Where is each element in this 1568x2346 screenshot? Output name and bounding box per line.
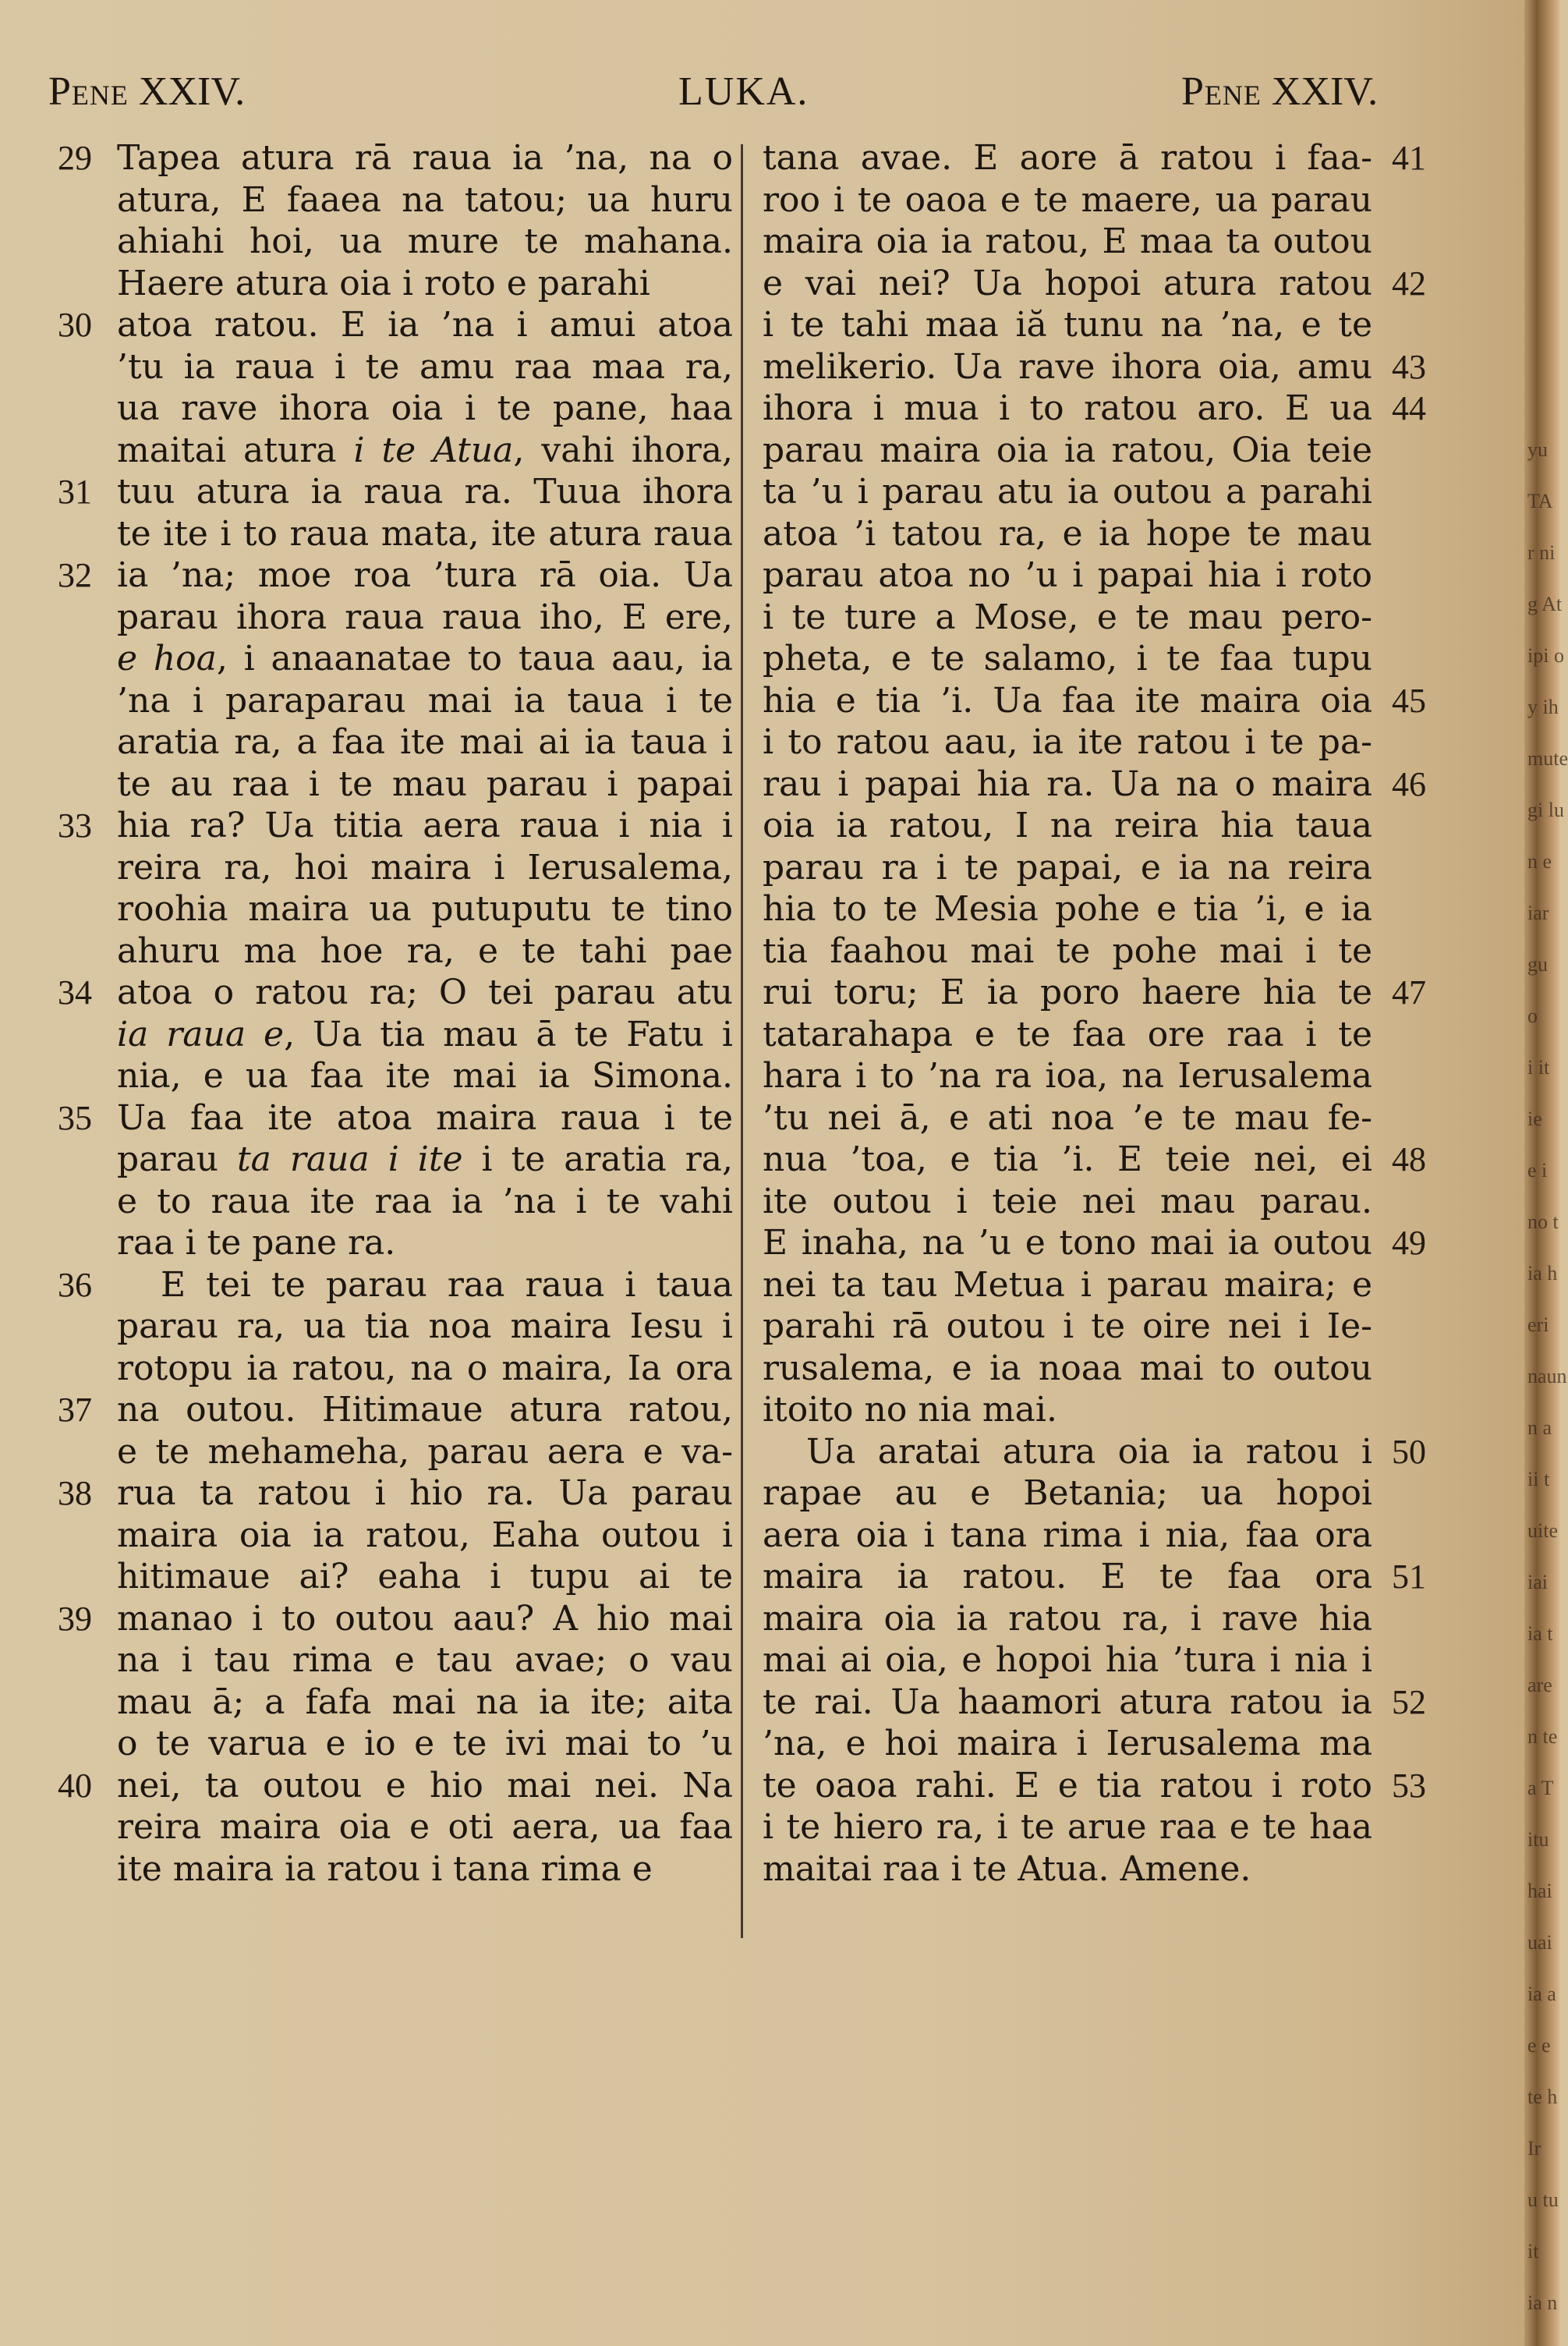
right-text-line: ’tu nei ā, e ati noa ’e te mau fe-	[763, 1097, 1372, 1138]
facing-page-bleed-text: u tu	[1527, 2188, 1559, 2211]
right-text-line: maitai raa i te Atua. Amene.	[763, 1848, 1251, 1889]
right-text-line: ihora i mua i to ratou aro. E ua	[763, 388, 1372, 428]
verse-number: 29	[58, 139, 92, 177]
running-head-left	[48, 69, 245, 123]
verse-number: 53	[1392, 1766, 1426, 1805]
left-text-line: Haere atura oia i roto e parahi	[117, 263, 650, 303]
left-text-line: na i tau rima e tau avae; o vau	[117, 1640, 733, 1680]
verse-number: 42	[1392, 264, 1426, 303]
left-text-line: parau ra, ua tia noa maira Iesu i	[117, 1306, 733, 1346]
right-text-line: tia faahou mai te pohe mai i te	[763, 930, 1372, 971]
left-text-line: te au raa i te mau parau i papai	[117, 764, 733, 804]
left-text-line: roohia maira ua putuputu te tino	[117, 889, 733, 929]
verse-number: 39	[58, 1599, 92, 1638]
right-text-line: itoito no nia mai.	[763, 1390, 1057, 1430]
verse-number: 36	[58, 1265, 92, 1304]
right-text-line: atoa ’i tatou ra, e ia hope te mau	[763, 513, 1372, 554]
facing-page-bleed-text: uai	[1527, 1931, 1552, 1954]
facing-page-bleed-text: ipi o	[1527, 644, 1564, 667]
right-text-line: maira oia ia ratou, E maa ta outou	[763, 221, 1372, 261]
verse-number: 47	[1392, 973, 1426, 1012]
right-text-line: pheta, e te salamo, i te faa tupu	[763, 639, 1372, 679]
facing-page-bleed-text: TA	[1527, 490, 1553, 512]
left-text-line: ’na i paraparau mai ia taua i te	[117, 680, 733, 721]
right-text-line: parahi rā outou i te oire nei i Ie-	[763, 1306, 1372, 1346]
facing-page-bleed-text: r ni	[1527, 541, 1556, 564]
left-text-line: aratia ra, a faa ite mai ai ia taua i	[117, 722, 733, 762]
left-text-line: na outou. Hitimaue atura ratou,	[117, 1390, 733, 1430]
facing-page-bleed-text: a T	[1527, 1777, 1554, 1799]
verse-number: 43	[1392, 347, 1426, 386]
left-text-line: ia raua e, Ua tia mau ā te Fatu i	[117, 1014, 734, 1054]
verse-number: 33	[58, 806, 92, 845]
facing-page-bleed-text: n a	[1527, 1416, 1552, 1439]
right-text-line: oia ia ratou, I na reira hia taua	[763, 806, 1372, 845]
left-text-line: atura, E faaea na tatou; ua huru	[117, 179, 733, 220]
facing-page-bleed-text: mute	[1527, 747, 1568, 770]
right-text-line: hia e tia ’i. Ua faa ite maira oia	[763, 680, 1372, 721]
facing-page-bleed-text: ia t	[1527, 1622, 1553, 1645]
left-text-line: E tei te parau raa raua i taua	[161, 1264, 733, 1305]
running-head-right	[1181, 69, 1378, 123]
verse-number: 38	[58, 1474, 92, 1512]
verse-number: 41	[1392, 139, 1426, 177]
facing-page-bleed-text: iar	[1527, 902, 1549, 924]
verse-number: 51	[1392, 1558, 1426, 1596]
right-text-line: e vai nei? Ua hopoi atura ratou	[763, 263, 1372, 303]
right-text-line: i te ture a Mose, e te mau pero-	[763, 597, 1372, 637]
left-text-line: ite maira ia ratou i tana rima e	[117, 1848, 653, 1889]
running-head-left-word: Pene	[48, 69, 129, 114]
facing-page-bleed-text: n te	[1527, 1725, 1558, 1748]
facing-page-edge	[1524, 0, 1568, 2346]
left-text-line: nei, ta outou e hio mai nei. Na	[117, 1765, 733, 1806]
facing-page-bleed-text: yu	[1527, 438, 1548, 461]
facing-page-bleed-text: Ir	[1527, 2137, 1541, 2160]
right-text-line: i te hiero ra, i te arue raa e te haa	[763, 1807, 1372, 1847]
facing-page-bleed-text: uite	[1527, 1519, 1558, 1542]
right-text-line: nua ’toa, e tia ’i. E teie nei, ei	[763, 1139, 1372, 1179]
left-text-line: o te varua e io e te ivi mai to ’u	[117, 1724, 733, 1763]
left-column	[117, 137, 733, 1890]
facing-page-bleed-text: y ih	[1527, 696, 1559, 718]
verse-number: 30	[58, 306, 92, 344]
facing-page-bleed-text: ii t	[1527, 1468, 1550, 1490]
right-text-line: te rai. Ua haamori atura ratou ia	[763, 1682, 1372, 1722]
verse-number: 46	[1392, 764, 1426, 803]
verse-number: 31	[58, 473, 92, 511]
verse-number: 32	[58, 556, 92, 594]
left-text-line: e te mehameha, parau aera e va-	[117, 1431, 733, 1472]
facing-page-bleed-text: eri	[1527, 1313, 1549, 1336]
right-text-line: rau i papai hia ra. Ua na o maira	[763, 764, 1372, 804]
facing-page-bleed-text: no t	[1527, 1210, 1559, 1233]
left-text-line: ua rave ihora oia i te pane, haa	[117, 388, 733, 428]
left-text-line: atoa ratou. E ia ’na i amui atoa	[117, 305, 733, 345]
verse-number: 40	[58, 1766, 92, 1805]
right-text-line: ta ’u i parau atu ia outou a parahi	[763, 472, 1372, 512]
right-text-line: maira oia ia ratou ra, i rave hia	[763, 1598, 1372, 1639]
right-text-line: rui toru; E ia poro haere hia te	[763, 973, 1372, 1012]
right-text-line: melikerio. Ua rave ihora oia, amu	[763, 346, 1372, 387]
left-text-line: maitai atura i te Atua, vahi ihora,	[117, 430, 733, 470]
right-text-line: i te tahi maa iă tunu na ’na, e te	[763, 305, 1372, 345]
facing-page-bleed-text: ie	[1527, 1107, 1542, 1130]
left-text-line: parau ta raua i ite i te aratia ra,	[117, 1139, 733, 1179]
running-head-right-chapter: XXIV.	[1271, 69, 1379, 114]
right-text-line: rusalema, e ia noaa mai to outou	[763, 1348, 1372, 1388]
facing-page-bleed-text: are	[1527, 1674, 1552, 1696]
facing-page-bleed-text: o	[1527, 1005, 1538, 1027]
facing-page-bleed-text: gi lu	[1527, 799, 1564, 821]
left-text-line: ia ’na; moe roa ’tura rā oia. Ua	[117, 555, 733, 595]
left-text-line: atoa o ratou ra; O tei parau atu	[117, 973, 733, 1012]
right-column	[763, 137, 1372, 1890]
facing-page-bleed-text: ia a	[1527, 1983, 1556, 2005]
right-text-line: rapae au e Betania; ua hopoi	[763, 1473, 1372, 1513]
facing-page-bleed-text: iai	[1527, 1571, 1548, 1593]
facing-page-bleed-text: ia n	[1527, 2291, 1558, 2314]
right-text-line: te oaoa rahi. E e tia ratou i roto	[763, 1765, 1372, 1806]
left-text-line: hia ra? Ua titia aera raua i nia i	[117, 806, 733, 845]
right-text-line: ite outou i teie nei mau parau.	[763, 1181, 1372, 1221]
right-text-line: ’na, e hoi maira i Ierusalema ma	[763, 1724, 1372, 1763]
left-text-line: e to raua ite raa ia ’na i te vahi	[117, 1181, 733, 1221]
right-text-line: E inaha, na ’u e tono mai ia outou	[763, 1223, 1372, 1263]
left-text-line: ’tu ia raua i te amu raa maa ra,	[117, 346, 733, 387]
facing-page-bleed-text: e i	[1527, 1159, 1548, 1182]
right-text-line: hara i to ’na ra ioa, na Ierusalema	[763, 1056, 1372, 1096]
left-text-line: rua ta ratou i hio ra. Ua parau	[117, 1473, 733, 1513]
left-text-line: ahuru ma hoe ra, e te tahi pae	[117, 930, 733, 971]
verse-number: 48	[1392, 1140, 1426, 1178]
left-text-line: mau ā; a fafa mai na ia ite; aita	[117, 1682, 733, 1722]
right-text-line: tatarahapa e te faa ore raa i te	[763, 1014, 1372, 1054]
left-text-line: raa i te pane ra.	[117, 1223, 396, 1263]
verse-number: 45	[1392, 681, 1426, 720]
facing-page-bleed-text: hai	[1527, 1880, 1552, 1902]
left-text-line: Ua faa ite atoa maira raua i te	[117, 1097, 733, 1138]
facing-page-bleed-text: it	[1527, 2240, 1539, 2263]
facing-page-bleed-text: itu	[1527, 1828, 1549, 1851]
right-text-line: aera oia i tana rima i nia, faa ora	[763, 1515, 1372, 1555]
right-text-line: nei ta tau Metua i parau maira; e	[763, 1264, 1372, 1305]
running-head-book-title: LUKA.	[678, 69, 809, 114]
left-text-line: manao i to outou aau? A hio mai	[117, 1598, 733, 1639]
left-text-line: maira oia ia ratou, Eaha outou i	[117, 1515, 733, 1555]
facing-page-bleed-text: te h	[1527, 2086, 1558, 2108]
left-text-line: hitimaue ai? eaha i tupu ai te	[117, 1557, 733, 1596]
verse-number: 37	[58, 1391, 92, 1429]
facing-page-bleed-text: naun	[1527, 1365, 1567, 1387]
right-text-line: mai ai oia, e hopoi hia ’tura i nia i	[763, 1640, 1372, 1680]
column-divider	[741, 144, 743, 1938]
facing-page-bleed-text: e e	[1527, 2034, 1551, 2057]
right-text-line: roo i te oaoa e te maere, ua parau	[763, 179, 1372, 220]
verse-number: 35	[58, 1098, 92, 1137]
left-text-line: nia, e ua faa ite mai ia Simona.	[117, 1056, 733, 1096]
facing-page-bleed-text: i it	[1527, 1056, 1550, 1079]
verse-number: 50	[1392, 1432, 1426, 1471]
left-text-line: te ite i to raua mata, ite atura raua	[117, 513, 733, 554]
right-text-line: maira ia ratou. E te faa ora	[763, 1557, 1372, 1596]
right-text-line: parau ra i te papai, e ia na reira	[763, 847, 1372, 888]
facing-page-bleed-text: ia h	[1527, 1262, 1558, 1285]
facing-page-bleed-text: g At	[1527, 593, 1563, 615]
right-text-line: parau maira oia ia ratou, Oia teie	[763, 430, 1372, 470]
left-text-line: e hoa, i anaanatae to taua aau, ia	[117, 639, 733, 679]
left-text-line: Tapea atura rā raua ia ’na, na o	[117, 138, 733, 178]
right-text-line: Ua aratai atura oia ia ratou i	[806, 1431, 1372, 1472]
left-text-line: tuu atura ia raua ra. Tuua ihora	[117, 472, 733, 512]
left-text-line: parau ihora raua raua iho, E ere,	[117, 597, 733, 637]
verse-number: 44	[1392, 389, 1426, 427]
running-head-left-chapter: XXIV.	[138, 69, 246, 114]
left-text-line: reira ra, hoi maira i Ierusalema,	[117, 847, 733, 888]
right-text-line: hia to te Mesia pohe e tia ’i, e ia	[763, 889, 1372, 929]
facing-page-bleed-text: n e	[1527, 850, 1552, 873]
verse-number: 49	[1392, 1224, 1426, 1262]
left-text-line: ahiahi hoi, ua mure te mahana.	[117, 221, 733, 261]
facing-page-bleed-text: gu	[1527, 953, 1548, 976]
right-text-line: parau atoa no ’u i papai hia i roto	[763, 555, 1372, 595]
right-text-line: i to ratou aau, ia ite ratou i te pa-	[763, 722, 1372, 762]
left-text-line: reira maira oia e oti aera, ua faa	[117, 1807, 733, 1847]
verse-number: 52	[1392, 1682, 1426, 1721]
right-text-line: tana avae. E aore ā ratou i faa-	[763, 138, 1372, 178]
verse-number: 34	[58, 973, 92, 1012]
running-head-right-word: Pene	[1181, 69, 1262, 114]
left-text-line: rotopu ia ratou, na o maira, Ia ora	[117, 1348, 733, 1388]
